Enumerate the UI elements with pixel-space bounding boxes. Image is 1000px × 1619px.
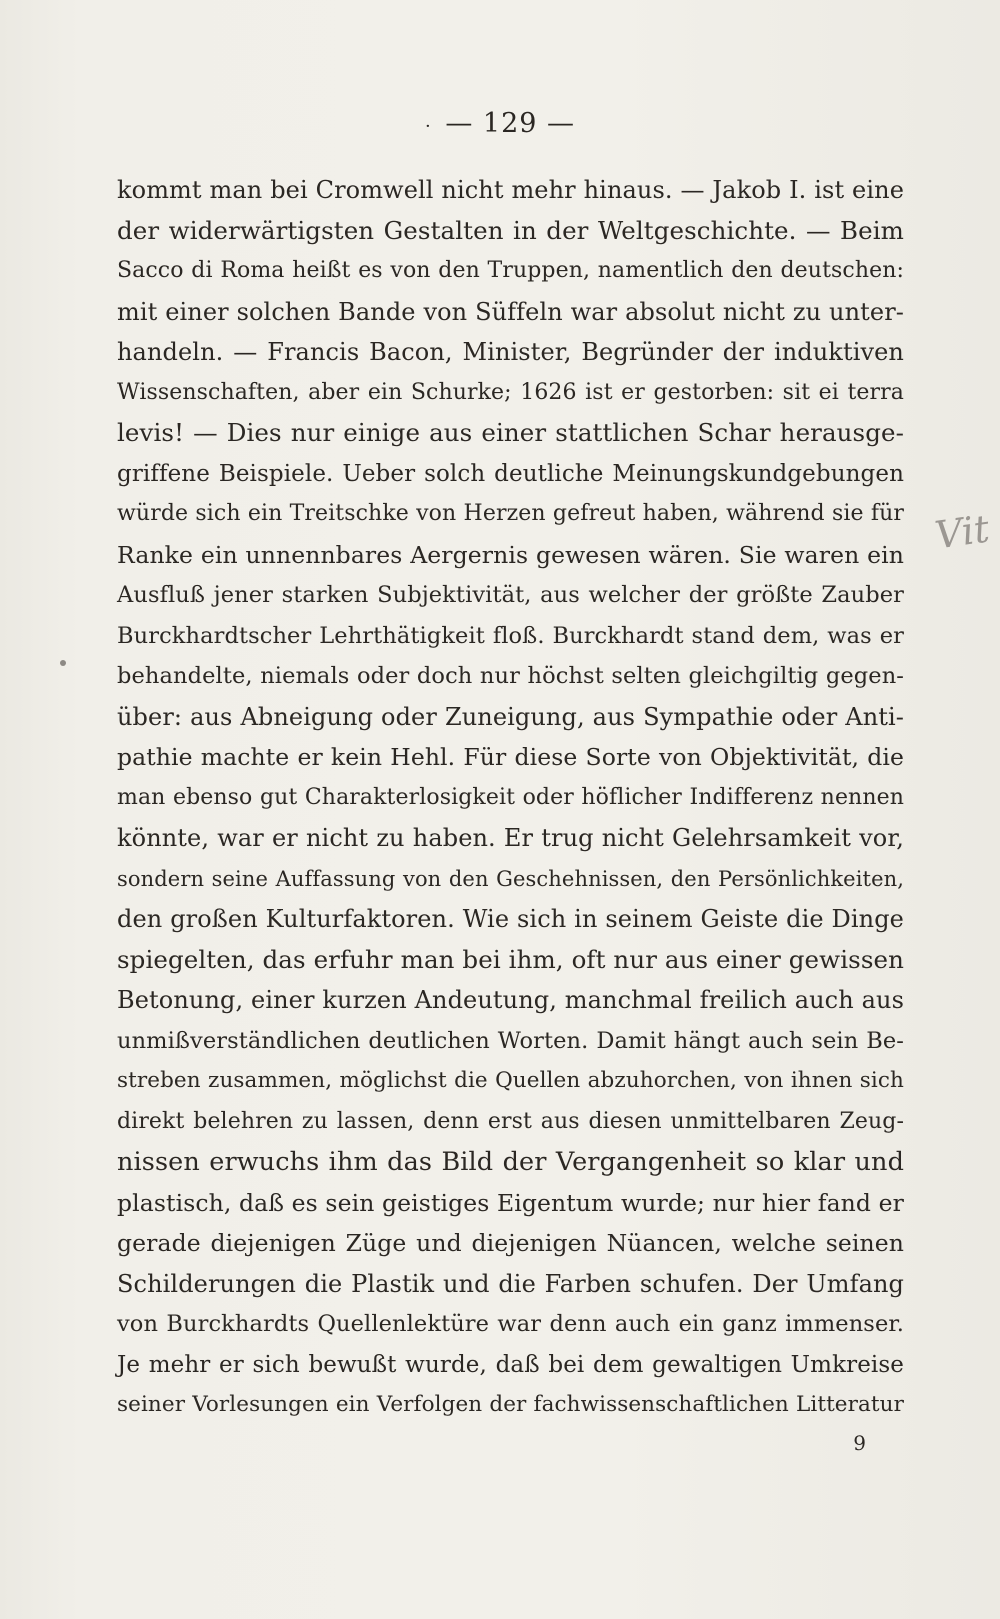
text-line: mit einer solchen Bande von Süffeln war absolut nicht zu unter- — [117, 297, 904, 326]
text-line: Ausfluß jener starken Subjektivität, aus welcher der größte Zauber — [117, 582, 904, 608]
text-line: würde sich ein Treitschke von Herzen gefreut haben, während sie für — [117, 501, 904, 526]
text-line: könnte, war er nicht zu haben. Er trug nicht Gelehrsamkeit vor, — [117, 824, 904, 852]
body-text — [117, 170, 904, 1426]
text-line: Je mehr er sich bewußt wurde, daß bei dem gewaltigen Umkreise — [117, 1351, 904, 1378]
text-line: handeln. — Francis Bacon, Minister, Begründer der induktiven — [117, 338, 904, 366]
text-line: Betonung, einer kurzen Andeutung, manchmal freilich auch aus — [117, 986, 904, 1014]
ink-speck — [60, 660, 66, 666]
text-line: direkt belehren zu lassen, denn erst aus diesen unmittelbaren Zeug- — [117, 1108, 904, 1134]
text-line: kommt man bei Cromwell nicht mehr hinaus. — Jakob I. ist eine — [117, 176, 904, 204]
text-line: über: aus Abneigung oder Zuneigung, aus Sympathie oder Anti- — [117, 702, 904, 731]
text-line: plastisch, daß es sein geistiges Eigentum wurde; nur hier fand er — [117, 1188, 904, 1217]
text-line: von Burckhardts Quellenlektüre war denn auch ein ganz immenser. — [117, 1311, 904, 1337]
text-line: behandelte, niemals oder doch nur höchst selten gleichgiltig gegen- — [117, 663, 904, 689]
text-line: Ranke ein unnennbares Aergernis gewesen wären. Sie waren ein — [117, 540, 904, 569]
text-line: Wissenschaften, aber ein Schurke; 1626 ist er gestorben: sit ei terra — [117, 379, 904, 405]
text-line: den großen Kulturfaktoren. Wie sich in seinem Geiste die Dinge — [117, 905, 904, 933]
text-line: der widerwärtigsten Gestalten in der Weltgeschichte. — Beim — [117, 215, 904, 245]
text-line: Burckhardtscher Lehrthätigkeit floß. Burckhardt stand dem, was er — [117, 622, 904, 649]
signature-mark: 9 — [853, 1431, 866, 1455]
header-dot: · — [424, 116, 432, 137]
text-line: streben zusammen, möglichst die Quellen abzuhorchen, von ihnen sich — [117, 1068, 904, 1093]
text-line: spiegelten, das erfuhr man bei ihm, oft nur aus einer gewissen — [117, 944, 904, 974]
text-line: unmißverständlichen deutlichen Worten. Damit hängt auch sein Be- — [117, 1027, 904, 1054]
text-line: Sacco di Roma heißt es von den Truppen, namentlich den deutschen: — [117, 258, 904, 283]
text-line: seiner Vorlesungen ein Verfolgen der fachwissenschaftlichen Litteratur — [117, 1392, 904, 1417]
text-line: levis! — Dies nur einige aus einer stattlichen Schar herausge- — [117, 418, 904, 447]
text-line: sondern seine Auffassung von den Geschehnissen, den Persönlichkeiten, — [117, 866, 904, 891]
margin-note: Vit — [932, 506, 993, 558]
text-line: pathie machte er kein Hehl. Für diese Sorte von Objektivität, die — [117, 743, 904, 771]
page-header — [0, 108, 1000, 139]
page-number: — 129 — — [445, 108, 576, 139]
text-line: Schilderungen die Plastik und die Farben schufen. Der Umfang — [117, 1269, 904, 1298]
text-line: man ebenso gut Charakterlosigkeit oder höflicher Indifferenz nennen — [117, 784, 904, 810]
text-line: gerade diejenigen Züge und diejenigen Nüancen, welche seinen — [117, 1229, 904, 1257]
text-line: griffene Beispiele. Ueber solch deutliche Meinungskundgebungen — [117, 460, 904, 487]
text-line: nissen erwuchs ihm das Bild der Vergangenheit so klar und — [117, 1147, 904, 1177]
